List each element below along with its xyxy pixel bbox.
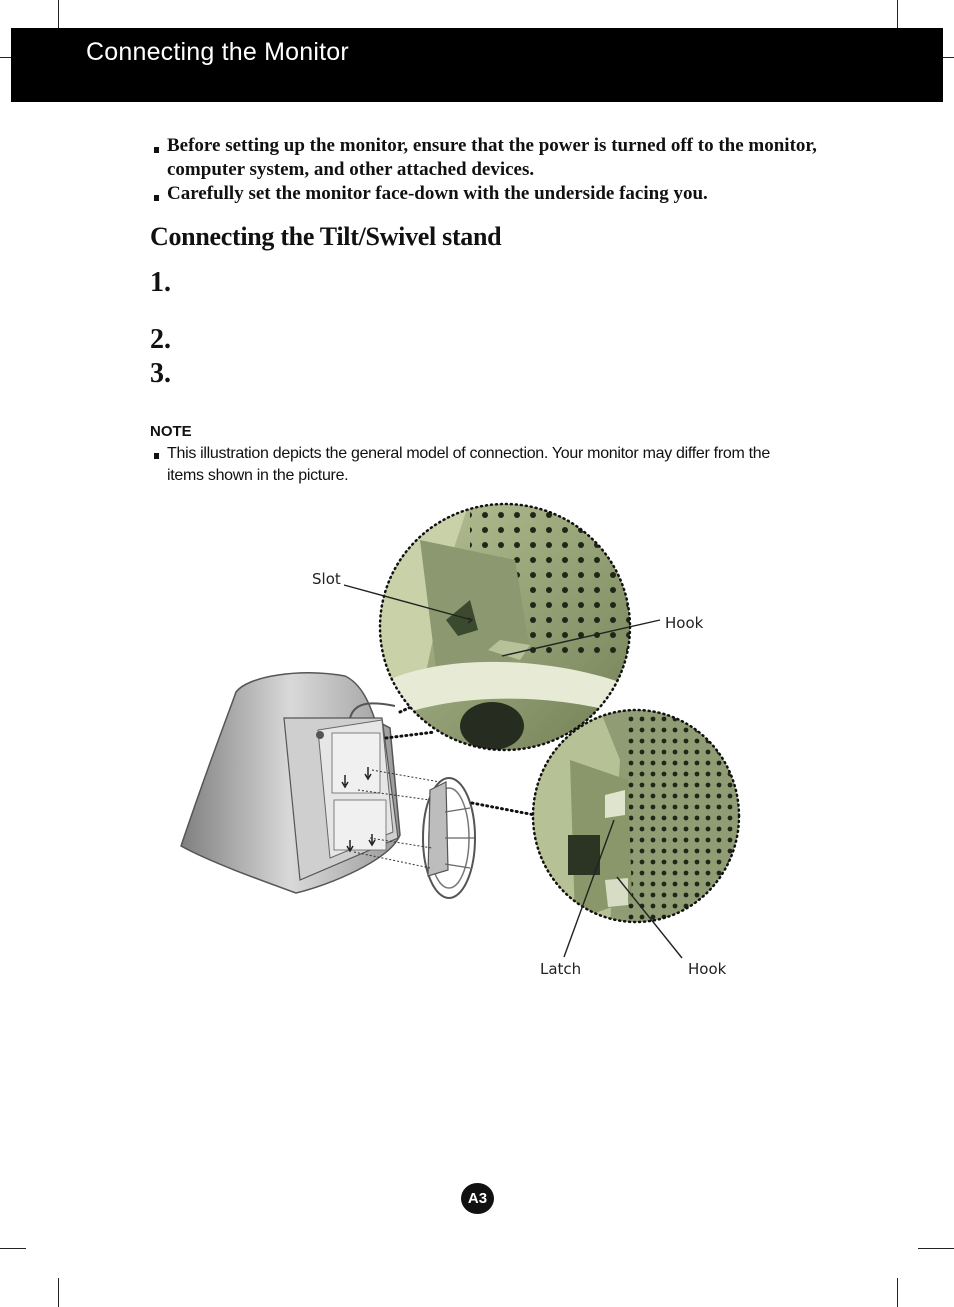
label-slot: Slot bbox=[312, 570, 341, 588]
closeup-photo-bottom bbox=[530, 710, 740, 925]
label-latch: Latch bbox=[540, 960, 582, 978]
step-number-1: 1. bbox=[150, 267, 171, 298]
page-number-badge: A3 bbox=[461, 1183, 494, 1214]
precaution-item: Carefully set the monitor face-down with the underside facing you. bbox=[150, 182, 830, 206]
label-hook-top: Hook bbox=[665, 614, 704, 632]
note-label: NOTE bbox=[150, 423, 192, 440]
stand-base bbox=[423, 778, 475, 898]
precaution-item: Before setting up the monitor, ensure that the power is turned off to the monitor, computer system, and other attached devices. bbox=[150, 134, 830, 182]
note-text: This illustration depicts the general model of connection. Your monitor may differ from the items shown in the picture. bbox=[167, 443, 807, 487]
step-number-3: 3. bbox=[150, 358, 171, 389]
section-title: Connecting the Tilt/Swivel stand bbox=[150, 222, 502, 251]
page-title: Connecting the Monitor bbox=[86, 38, 349, 66]
monitor-body bbox=[181, 673, 400, 893]
label-hook-bottom: Hook bbox=[688, 960, 727, 978]
step-number-2: 2. bbox=[150, 324, 171, 355]
